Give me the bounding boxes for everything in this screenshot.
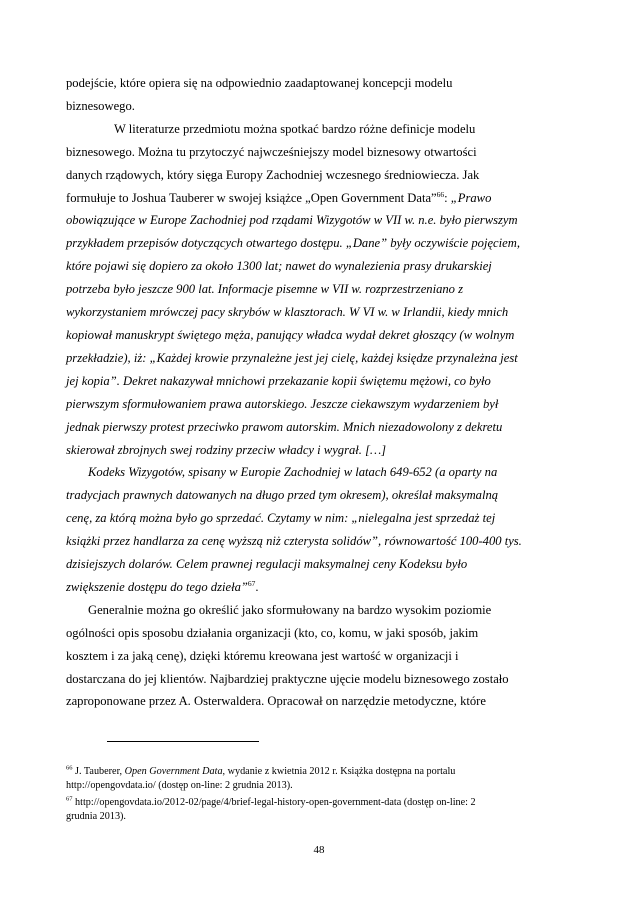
footnote-ref-67[interactable]: 67 — [247, 578, 256, 588]
quote-line: obowiązujące w Europe Zachodniej pod rządami Wizygotów w VII w. n.e. było pierwszym — [66, 213, 518, 228]
footnote-divider — [107, 741, 259, 742]
text-line — [66, 187, 576, 210]
text-line: W literaturze przedmiotu można spotkać bardzo różne definicje modelu — [114, 121, 476, 136]
quote-segment: „Prawo — [450, 190, 492, 205]
footnotes — [66, 765, 566, 827]
quote-line: Kodeks Wizygotów, spisany w Europie Zachodniej w latach 649-652 (a oparty na — [88, 465, 498, 480]
text-line: ogólności opis sposobu działania organizacji (kto, co, komu, w jaki sposób, jakim — [66, 625, 479, 640]
footnote-number: 67 — [66, 795, 73, 803]
text-line: dostarczana do jej klientów. Najbardziej praktyczne ujęcie modelu biznesowego zostało — [66, 671, 509, 686]
text-line: kosztem i za jaką cenę), dzięki któremu kreowana jest wartość w organizacji i — [66, 648, 459, 663]
paragraph-visigothic-code — [66, 461, 576, 598]
body-text — [66, 72, 576, 713]
text-line — [66, 576, 576, 599]
text-line: biznesowego. — [66, 98, 135, 113]
footnote-line: grudnia 2013). — [66, 811, 126, 822]
quote-line: przykładem przepisów dotyczących otwartego dostępu. „Dane” były oczywiście pojęciem, — [66, 236, 520, 251]
text-segment: , wydanie z kwietnia 2012 r. Książka dostępna na portalu — [222, 766, 456, 777]
footnote-number: 66 — [66, 764, 73, 772]
quote-line: skierował zbrojnych swej rodziny przeciw władcy i wygrał. […] — [66, 442, 387, 457]
quote-line: kopiował manuskrypt świętego męża, panujący władca wydał dekret głoszący (w wolnym — [66, 327, 515, 342]
page-number: 48 — [313, 844, 325, 856]
text-line: Generalnie można go określić jako sformułowany na bardzo wysokim poziomie — [88, 602, 492, 617]
text-line: danych rządowych, który sięga Europy Zachodniej wczesnego średniowiecza. Jak — [66, 167, 480, 182]
text-segment: . — [255, 579, 259, 594]
book-title: Open Government Data — [124, 766, 223, 777]
text-line: zaproponowane przez A. Osterwaldera. Opracował on narzędzie metodyczne, które — [66, 694, 486, 709]
footnote-67 — [66, 796, 566, 824]
footnote-line — [66, 796, 566, 810]
text-segment: : — [444, 190, 451, 205]
text-line: podejście, które opiera się na odpowiednio zaadaptowanej koncepcji modelu — [66, 76, 453, 90]
footnote-66 — [66, 765, 566, 793]
text-segment: formułuje to Joshua Tauberer w swojej książce „Open Government Data” — [66, 190, 437, 205]
text-segment: J. Tauberer, — [72, 766, 125, 777]
paragraph-intro — [66, 72, 576, 118]
footnote-link[interactable]: http://opengovdata.io/2012-02/page/4/brief-legal-history-open-government-data (dostęp on-line: 2 — [72, 797, 476, 808]
quote-line: dzisiejszych dolarów. Celem prawnej regulacji maksymalnej ceny Kodeksu było — [66, 557, 468, 572]
quote-line: cenę, za którą można było go sprzedać. Czytamy w nim: „nielegalna jest sprzedaż tej — [66, 511, 496, 526]
quote-line: jednak pierwszy protest przeciwko prawom autorskim. Mnich niezadowolony z dekretu — [66, 419, 503, 434]
text-line: biznesowego. Można tu przytoczyć najwcześniejszy model biznesowy otwartości — [66, 144, 477, 159]
footnote-line — [66, 765, 566, 779]
footnote-ref-66[interactable]: 66 — [436, 189, 445, 199]
quote-line: przekładzie), iż: „Każdej krowie przynależne jest jej cielę, każdej księdze przynależna jest — [66, 350, 518, 365]
quote-line: pierwszym sformułowaniem prawa autorskiego. Jeszcze ciekawszym wydarzeniem był — [66, 396, 499, 411]
quote-line: książki przez handlarza za cenę wyższą niż czterysta solidów”, równowartość 100-400 tys. — [66, 534, 522, 549]
quote-segment: zwiększenie dostępu do tego dzieła” — [66, 579, 248, 594]
quote-line: wykorzystaniem mrówczej pacy skrybów w klasztorach. W VI w. w Irlandii, kiedy mnich — [66, 305, 509, 320]
footnote-link[interactable]: http://opengovdata.io/ (dostęp on-line: 2 grudnia 2013). — [66, 780, 293, 791]
quote-line: tradycjach prawnych datowanych na długo przed tym okresem), określał maksymalną — [66, 488, 499, 503]
paragraph-definitions — [66, 118, 576, 462]
quote-line: jej kopia”. Dekret nakazywał mnichowi przekazanie kopii świętemu mężowi, co było — [66, 373, 491, 388]
quote-line: potrzeba było jeszcze 900 lat. Informacje pisemne w VII w. rozprzestrzeniano z — [66, 282, 464, 297]
paragraph-general — [66, 599, 576, 714]
quote-line: które pojawi się dopiero za około 1300 lat; nawet do wynalezienia prasy drukarskiej — [66, 259, 492, 274]
